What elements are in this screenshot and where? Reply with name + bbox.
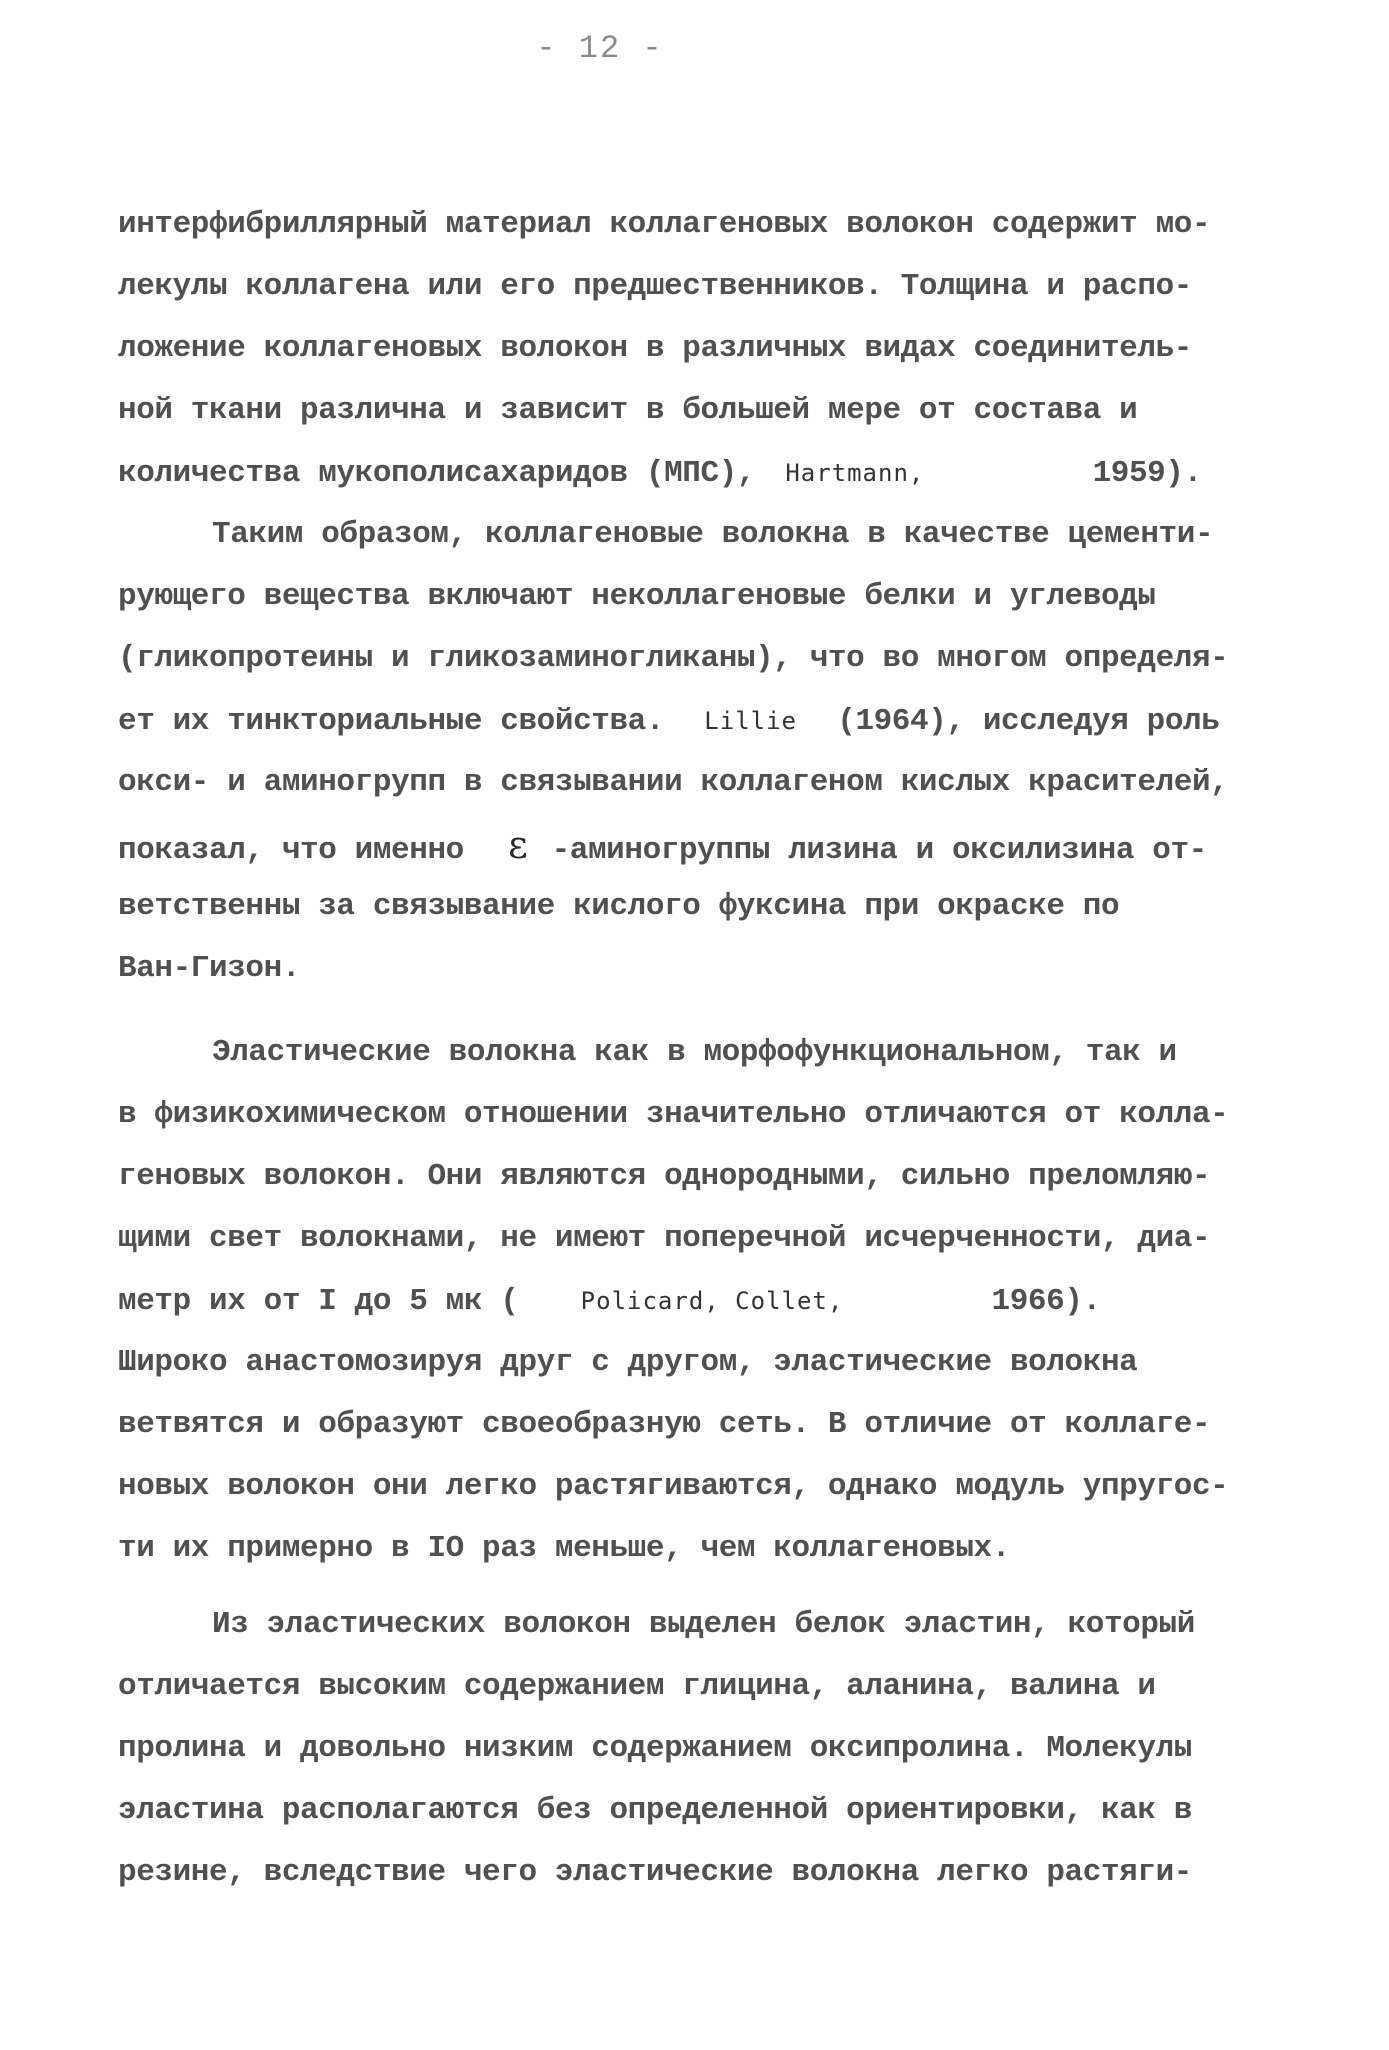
text-line: ложение коллагеновых волокон в различных видах соединитель- [118, 331, 1192, 366]
text-line: интерфибриллярный материал коллагеновых волокон содержит мо- [118, 207, 1211, 242]
text-segment: метр их от I до 5 мк ( [118, 1284, 519, 1319]
text-line: эластина располагаются без определенной ориентировки, как в [118, 1793, 1192, 1828]
text-segment: -аминогруппы лизина и оксилизина от- [551, 833, 1207, 868]
text-line: резине, вследствие чего эластические волокна легко растяги- [118, 1855, 1192, 1890]
text-line [118, 696, 1278, 746]
text-line: новых волокон они легко растягиваются, однако модуль упругос- [118, 1469, 1229, 1504]
text-line: пролина и довольно низким содержанием оксипролина. Молекулы [118, 1731, 1192, 1766]
text-segment: показал, что именно [118, 833, 464, 868]
text-line [118, 1276, 1278, 1326]
citation-author: Lillie [704, 707, 797, 735]
text-line: в физикохимическом отношении значительно отличаются от колла- [118, 1097, 1229, 1132]
text-segment: (1964), исследуя роль [837, 704, 1220, 739]
text-line [118, 448, 1278, 498]
text-line: лекулы коллагена или его предшественников. Толщина и распо- [118, 269, 1192, 304]
text-line: окси- и аминогрупп в связывании коллагеном кислых красителей, [118, 765, 1229, 800]
text-line: ветвятся и образуют своеобразную сеть. В отличие от коллаге- [118, 1407, 1211, 1442]
citation-year: 1959). [1092, 456, 1202, 491]
text-line: геновых волокон. Они являются однородными, сильно преломляю- [118, 1159, 1211, 1194]
text-line [118, 820, 1278, 870]
text-line: щими свет волокнами, не имеют поперечной исчерченности, диа- [118, 1221, 1211, 1256]
page-number: - 12 - [536, 30, 664, 67]
text-segment: количества мукополисахаридов (МПС), [118, 456, 756, 491]
text-line: Эластические волокна как в морфофункциональном, так и [212, 1035, 1177, 1070]
text-line: Таким образом, коллагеновые волокна в качестве цементи- [212, 517, 1214, 552]
text-line: Ван-Гизон. [118, 951, 301, 986]
text-line: ветственны за связывание кислого фуксина при окраске по [118, 889, 1120, 924]
text-line: (гликопротеины и гликозаминогликаны), что во многом определя- [118, 641, 1229, 676]
text-line: Широко анастомозируя друг с другом, эластические волокна [118, 1345, 1138, 1380]
citation-year: 1966). [991, 1284, 1101, 1319]
text-line: Из эластических волокон выделен белок эластин, который [212, 1607, 1195, 1642]
text-line: рующего вещества включают неколлагеновые белки и углеводы [118, 579, 1156, 614]
text-segment: ет их тинкториальные свойства. [118, 704, 665, 739]
citation-author: Hartmann, [785, 459, 925, 487]
epsilon-symbol: ε [508, 823, 528, 867]
citation-authors: Policard, Collet, [580, 1287, 844, 1315]
text-line: ти их примерно в IO раз меньше, чем коллагеновых. [118, 1531, 1010, 1566]
text-line: ной ткани различна и зависит в большей мере от состава и [118, 393, 1138, 428]
text-line: отличается высоким содержанием глицина, аланина, валина и [118, 1669, 1156, 1704]
